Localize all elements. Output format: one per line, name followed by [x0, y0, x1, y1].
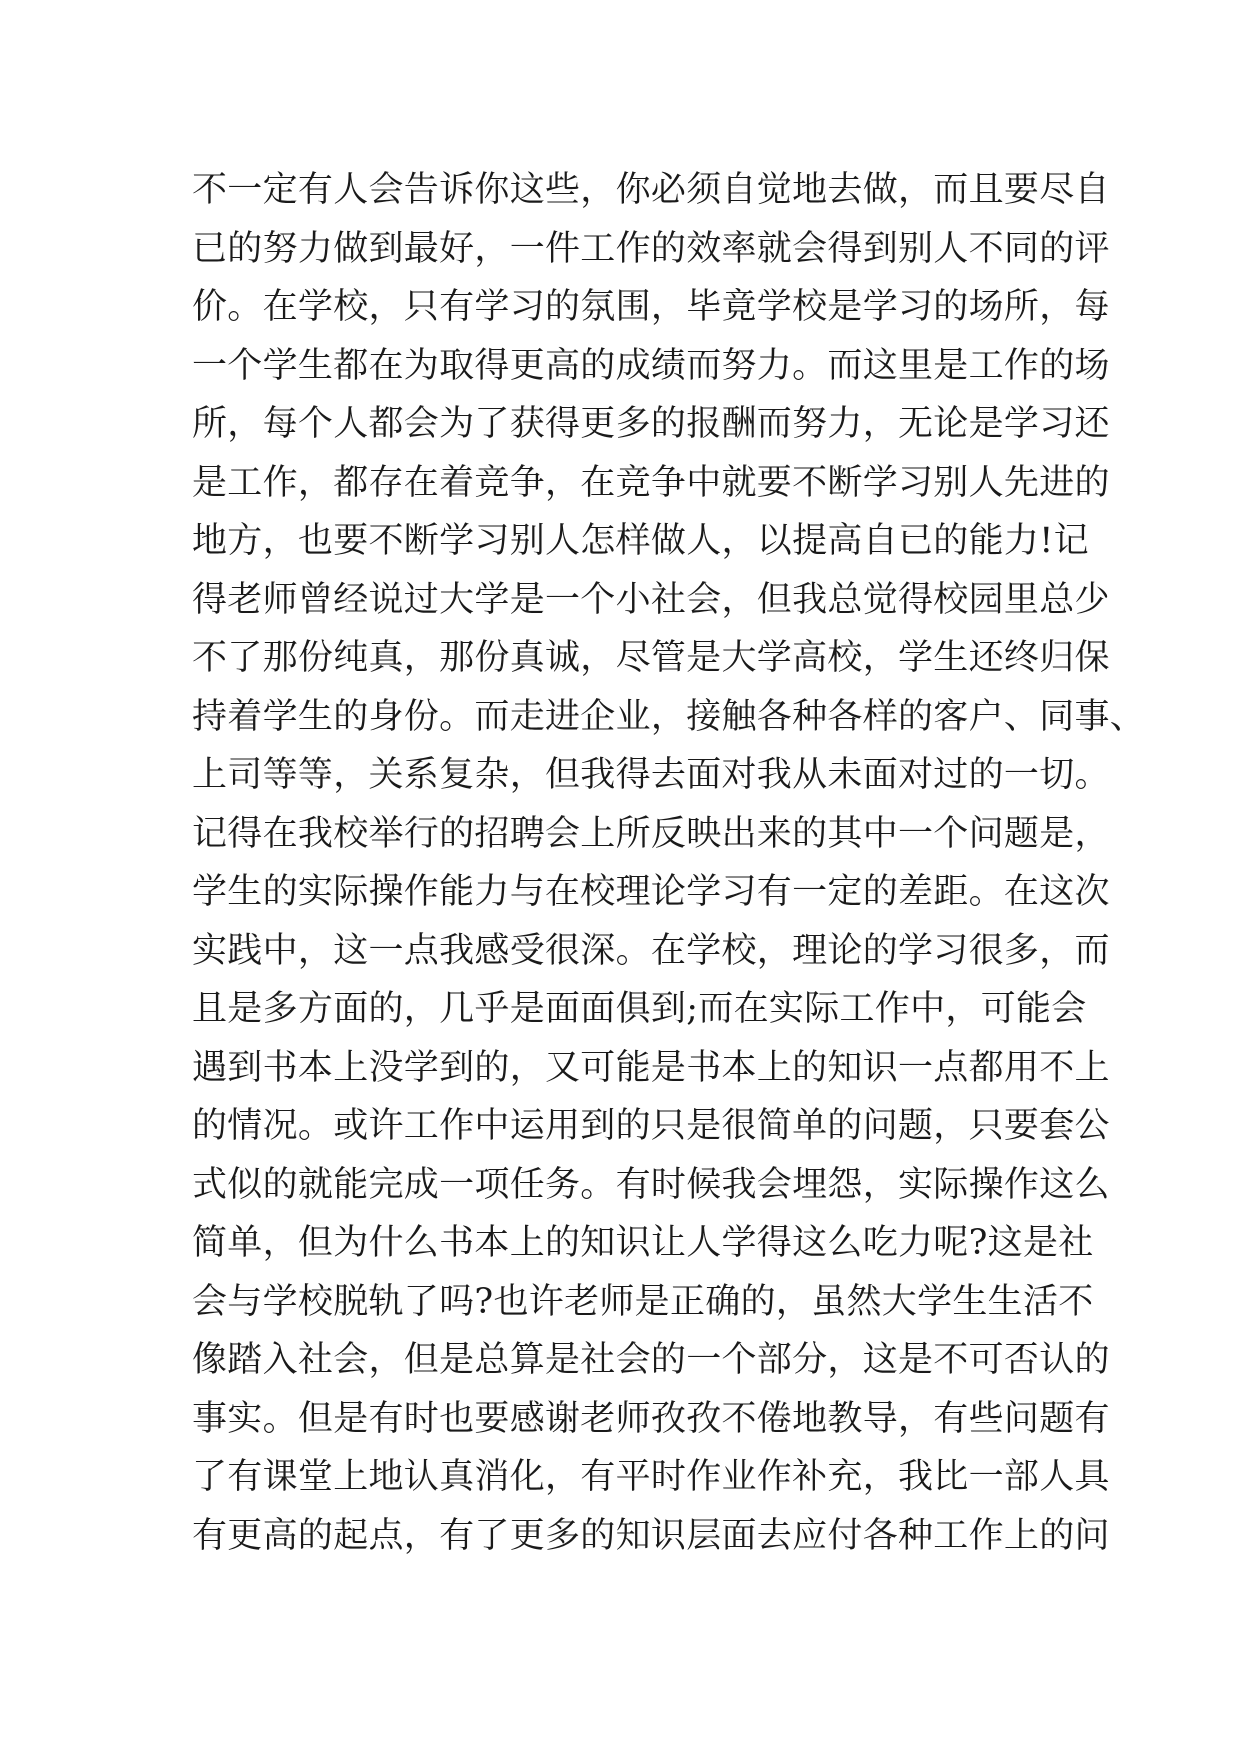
text-line: 不一定有人会告诉你这些，你必须自觉地去做，而且要尽自	[192, 170, 1110, 210]
text-line: 有更高的起点，有了更多的知识层面去应付各种工作上的问	[192, 1515, 1110, 1556]
text-line: 不了那份纯真，那份真诚，尽管是大学高校，学生还终归保	[192, 638, 1110, 678]
text-line: 一个学生都在为取得更高的成绩而努力。而这里是工作的场	[192, 345, 1110, 386]
body-text	[192, 161, 1146, 1565]
text-line: 已的努力做到最好，一件工作的效率就会得到别人不同的评	[192, 228, 1110, 269]
text-line: 简单，但为什么书本上的知识让人学得这么吃力呢?这是社	[192, 1223, 1094, 1263]
text-line: 了有课堂上地认真消化，有平时作业作补充，我比一部人具	[192, 1457, 1110, 1497]
text-line: 所，每个人都会为了获得更多的报酬而努力，无论是学习还	[192, 404, 1110, 444]
text-line: 记得在我校举行的招聘会上所反映出来的其中一个问题是，	[192, 813, 1110, 854]
text-line: 实践中，这一点我感受很深。在学校，理论的学习很多，而	[192, 930, 1110, 971]
text-line: 遇到书本上没学到的，又可能是书本上的知识一点都用不上	[192, 1047, 1110, 1088]
text-line: 上司等等，关系复杂，但我得去面对我从未面对过的一切。	[192, 755, 1110, 795]
text-line: 地方，也要不断学习别人怎样做人，以提高自已的能力!记	[192, 521, 1089, 561]
text-line: 持着学生的身份。而走进企业，接触各种各样的客户、同事、	[192, 696, 1146, 737]
text-line: 像踏入社会，但是总算是社会的一个部分，这是不可否认的	[192, 1340, 1110, 1380]
text-line: 是工作，都存在着竞争，在竞争中就要不断学习别人先进的	[192, 462, 1110, 503]
text-line: 且是多方面的，几乎是面面俱到;而在实际工作中，可能会	[192, 989, 1087, 1029]
text-line: 会与学校脱轨了吗?也许老师是正确的，虽然大学生生活不	[192, 1281, 1094, 1322]
text-line: 事实。但是有时也要感谢老师孜孜不倦地教导，有些问题有	[192, 1398, 1110, 1439]
text-line: 得老师曾经说过大学是一个小社会，但我总觉得校园里总少	[192, 579, 1110, 620]
text-line: 的情况。或许工作中运用到的只是很简单的问题，只要套公	[192, 1106, 1110, 1146]
text-line: 价。在学校，只有学习的氛围，毕竟学校是学习的场所，每	[192, 287, 1110, 327]
text-line: 式似的就能完成一项任务。有时候我会埋怨，实际操作这么	[192, 1164, 1110, 1205]
text-line: 学生的实际操作能力与在校理论学习有一定的差距。在这次	[192, 872, 1110, 912]
